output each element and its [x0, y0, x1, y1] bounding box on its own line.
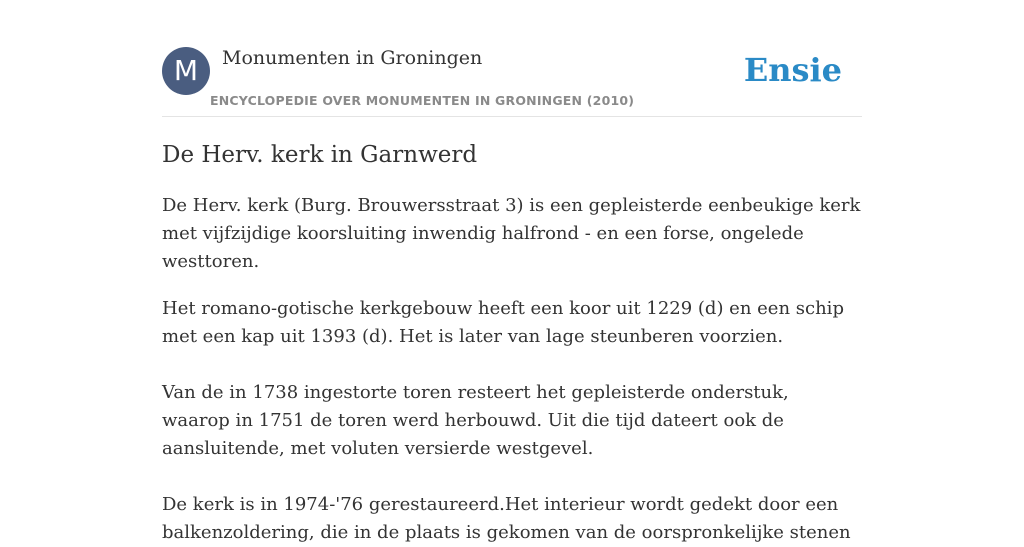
- article-paragraph-3: Van de in 1738 ingestorte toren resteert het gepleisterde onderstuk, waarop in 1751 de toren werd herbouwd. Uit die tijd dateert ook de aansluitende, met voluten versierde westgevel.: [162, 382, 789, 459]
- brand-logo[interactable]: Ensie: [743, 51, 842, 89]
- article-paragraph-2: Het romano-gotische kerkgebouw heeft een koor uit 1229 (d) en een schip met een kap uit 1393 (d). Het is later van lage steunberen voorzien.: [162, 298, 844, 347]
- site-title[interactable]: Monumenten in Groningen: [222, 47, 483, 69]
- article: [162, 138, 862, 547]
- article-paragraph-4: De kerk is in 1974-'76 gerestaureerd.Het interieur wordt gedekt door een balkenzoldering, die in de plaats is gekomen van de oorspronkelijke stenen: [162, 494, 851, 543]
- article-paragraph-1: De Herv. kerk (Burg. Brouwersstraat 3) is een gepleisterde eenbeukige kerk met vijfzijdige koorsluiting inwendig halfrond - en een forse, ongelede westtoren.: [162, 195, 861, 272]
- site-header: [162, 46, 862, 117]
- avatar[interactable]: M: [162, 47, 210, 95]
- site-subtitle: ENCYCLOPEDIE OVER MONUMENTEN IN GRONINGEN (2010): [210, 93, 635, 108]
- article-title: De Herv. kerk in Garnwerd: [162, 142, 478, 168]
